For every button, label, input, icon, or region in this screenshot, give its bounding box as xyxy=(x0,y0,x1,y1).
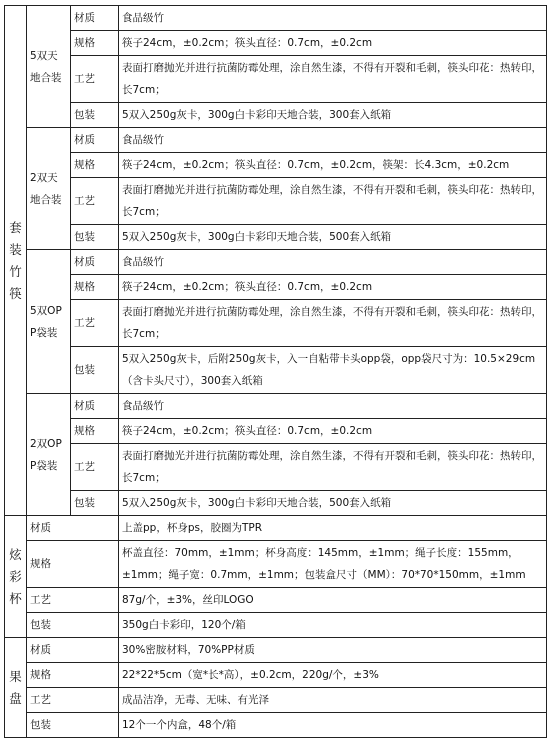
value-cell: 食品级竹 xyxy=(119,250,547,275)
table-row xyxy=(5,250,547,275)
subgroup-cell xyxy=(27,128,71,250)
table-row xyxy=(5,31,547,56)
attr-cell: 规格 xyxy=(71,419,119,444)
attr-cell: 工艺 xyxy=(71,56,119,103)
table-row xyxy=(5,444,547,491)
value-cell: 杯盖直径：70mm，±1mm；杯身高度：145mm，±1mm；绳子长度：155mm，±1mm；绳子宽：0.7mm，±1mm；包装盒尺寸（MM）：70*70*150mm，±1mm xyxy=(119,541,547,588)
value-cell: 食品级竹 xyxy=(119,6,547,31)
attr-cell: 工艺 xyxy=(71,300,119,347)
value-cell: 350g白卡彩印，120个/箱 xyxy=(119,613,547,638)
value-cell: 5双入250g灰卡，300g白卡彩印天地合装，500套入纸箱 xyxy=(119,225,547,250)
attr-cell: 材质 xyxy=(71,394,119,419)
attr-cell: 包装 xyxy=(71,347,119,394)
value-cell: 成品洁净，无毒、无味、有光泽 xyxy=(119,688,547,713)
subgroup-label: 5双OPP袋装 xyxy=(30,304,62,339)
table-row xyxy=(5,394,547,419)
attr-cell: 材质 xyxy=(71,128,119,153)
attr-cell: 材质 xyxy=(27,638,119,663)
value-cell: 食品级竹 xyxy=(119,394,547,419)
value-cell: 表面打磨抛光并进行抗菌防霉处理，涂自然生漆，不得有开裂和毛刺，筷头印花：热转印，长7cm； xyxy=(119,178,547,225)
attr-cell: 规格 xyxy=(71,31,119,56)
value-cell: 87g/个，±3%，丝印LOGO xyxy=(119,588,547,613)
attr-cell: 规格 xyxy=(71,153,119,178)
table-row xyxy=(5,103,547,128)
attr-cell: 工艺 xyxy=(27,588,119,613)
attr-cell: 包装 xyxy=(71,103,119,128)
category-cell-cup xyxy=(5,516,27,638)
value-cell: 5双入250g灰卡，后附250g灰卡，入一自粘带卡头opp袋，opp袋尺寸为：10.5×29cm（含卡头尺寸），300套入纸箱 xyxy=(119,347,547,394)
table-row xyxy=(5,153,547,178)
value-cell: 22*22*5cm（宽*长*高），±0.2cm，220g/个，±3% xyxy=(119,663,547,688)
value-cell: 5双入250g灰卡，300g白卡彩印天地合装，500套入纸箱 xyxy=(119,491,547,516)
table-row xyxy=(5,300,547,347)
value-cell: 表面打磨抛光并进行抗菌防霉处理，涂自然生漆，不得有开裂和毛刺，筷头印花：热转印，长7cm； xyxy=(119,56,547,103)
value-cell: 食品级竹 xyxy=(119,128,547,153)
table-row xyxy=(5,275,547,300)
attr-cell: 包装 xyxy=(71,491,119,516)
table-row xyxy=(5,6,547,31)
attr-cell: 工艺 xyxy=(71,178,119,225)
attr-cell: 材质 xyxy=(71,250,119,275)
table-row xyxy=(5,128,547,153)
table-row xyxy=(5,347,547,394)
value-cell: 筷子24cm，±0.2cm；筷头直径：0.7cm，±0.2cm，筷架：长4.3cm，±0.2cm xyxy=(119,153,547,178)
attr-cell: 包装 xyxy=(71,225,119,250)
value-cell: 筷子24cm，±0.2cm；筷头直径：0.7cm，±0.2cm xyxy=(119,419,547,444)
value-cell: 上盖pp，杯身ps，胶圈为TPR xyxy=(119,516,547,541)
table-row xyxy=(5,613,547,638)
subgroup-label: 2双天地合装 xyxy=(30,171,62,206)
subgroup-cell xyxy=(27,250,71,394)
table-row xyxy=(5,588,547,613)
category-label: 果盘 xyxy=(9,668,22,706)
subgroup-label: 2双OPP袋装 xyxy=(30,437,62,472)
table-row xyxy=(5,516,547,541)
attr-cell: 包装 xyxy=(27,713,119,738)
attr-cell: 工艺 xyxy=(27,688,119,713)
subgroup-label: 5双天地合装 xyxy=(30,49,62,84)
subgroup-cell xyxy=(27,394,71,516)
table-row xyxy=(5,713,547,738)
value-cell: 筷子24cm，±0.2cm；筷头直径：0.7cm，±0.2cm xyxy=(119,31,547,56)
table-row xyxy=(5,178,547,225)
attr-cell: 规格 xyxy=(27,663,119,688)
value-cell: 表面打磨抛光并进行抗菌防霉处理，涂自然生漆，不得有开裂和毛刺，筷头印花：热转印，长7cm； xyxy=(119,444,547,491)
table-row xyxy=(5,56,547,103)
attr-cell: 材质 xyxy=(71,6,119,31)
attr-cell: 包装 xyxy=(27,613,119,638)
table-row xyxy=(5,541,547,588)
attr-cell: 规格 xyxy=(27,541,119,588)
table-row xyxy=(5,225,547,250)
attr-cell: 材质 xyxy=(27,516,119,541)
value-cell: 筷子24cm，±0.2cm；筷头直径：0.7cm，±0.2cm xyxy=(119,275,547,300)
attr-cell: 规格 xyxy=(71,275,119,300)
category-label: 炫彩杯 xyxy=(9,546,22,606)
product-spec-table xyxy=(4,5,547,738)
table-row xyxy=(5,419,547,444)
table-row xyxy=(5,688,547,713)
category-label: 套装竹筷 xyxy=(9,219,22,301)
value-cell: 5双入250g灰卡，300g白卡彩印天地合装，300套入纸箱 xyxy=(119,103,547,128)
table-row xyxy=(5,663,547,688)
attr-cell: 工艺 xyxy=(71,444,119,491)
value-cell: 30%密胺材料，70%PP材质 xyxy=(119,638,547,663)
table-row xyxy=(5,491,547,516)
value-cell: 表面打磨抛光并进行抗菌防霉处理，涂自然生漆，不得有开裂和毛刺，筷头印花：热转印，长7cm； xyxy=(119,300,547,347)
category-cell-chopsticks xyxy=(5,6,27,516)
value-cell: 12个一个内盒，48个/箱 xyxy=(119,713,547,738)
category-cell-fruit-plate xyxy=(5,638,27,738)
subgroup-cell xyxy=(27,6,71,128)
